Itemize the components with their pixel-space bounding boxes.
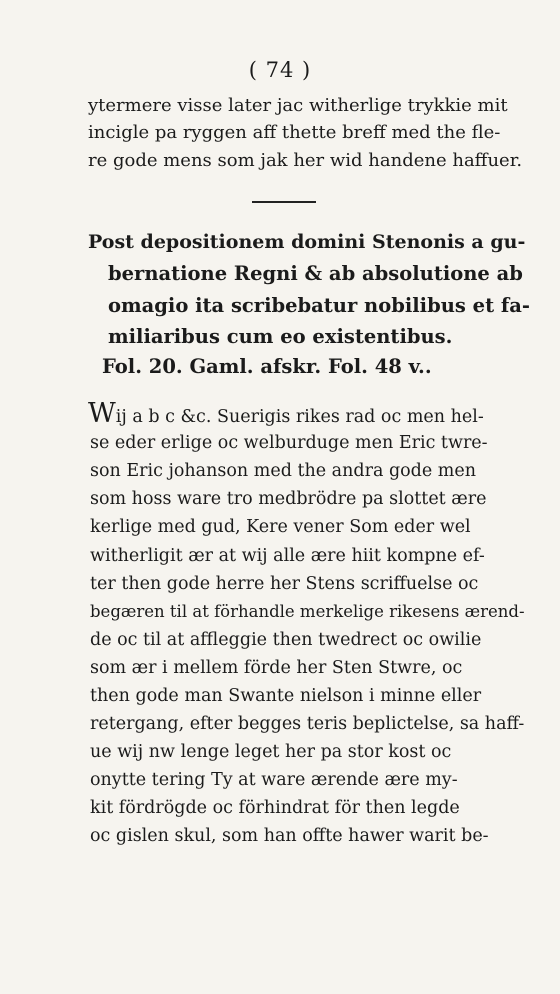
body-line: de oc til at affleggie then twedrect oc owilie: [90, 630, 482, 650]
body-line: kerlige med gud, Kere vener Som eder wel: [90, 517, 471, 537]
body-line: son Eric johanson med the andra gode men: [90, 461, 477, 481]
section-divider: [252, 201, 316, 203]
continuation-line: ytermere visse later jac witherlige trykkie mit: [88, 95, 508, 116]
continuation-line: incigle pa ryggen aff thette breff med the fle-: [88, 122, 501, 143]
body-first-line-text: ij a b c &c. Suerigis rikes rad oc men hel-: [115, 407, 484, 427]
section-heading-line: miliaribus cum eo existentibus.: [108, 325, 453, 348]
body-line: onytte tering Ty at ware ærende ære my-: [90, 770, 458, 790]
body-line: kit fördrögde oc förhindrat för then legde: [90, 798, 460, 818]
body-line: oc gislen skul, som han offte hawer warit be-: [90, 826, 489, 846]
body-line: retergang, efter begges teris beplictelse, sa haff-: [90, 714, 525, 734]
body-line: se eder erlige oc welburduge men Eric twre-: [90, 433, 488, 453]
section-heading-line: Post depositionem domini Stenonis a gu-: [88, 231, 526, 253]
body-first-line: [88, 400, 484, 427]
section-heading-line: omagio ita scribebatur nobilibus et fa-: [108, 294, 530, 317]
body-line: witherligit ær at wij alle ære hiit kompne ef-: [90, 546, 485, 566]
initial-letter: W: [88, 398, 116, 429]
page-number: ( 74 ): [248, 58, 312, 82]
body-line: ter then gode herre her Stens scriffuelse oc: [90, 574, 479, 594]
body-line: ue wij nw lenge leget her pa stor kost oc: [90, 742, 452, 762]
body-line: begæren til at förhandle merkelige rikesens ærend-: [90, 602, 525, 621]
section-heading-line: bernatione Regni & ab absolutione ab: [108, 262, 523, 285]
body-line: then gode man Swante nielson i minne eller: [90, 686, 482, 706]
folio-reference: Fol. 20. Gaml. afskr. Fol. 48 v..: [102, 355, 432, 378]
body-line: som hoss ware tro medbrödre pa slottet ære: [90, 489, 487, 509]
continuation-line: re gode mens som jak her wid handene haffuer.: [88, 150, 523, 171]
body-line: som ær i mellem förde her Sten Stwre, oc: [90, 658, 463, 678]
